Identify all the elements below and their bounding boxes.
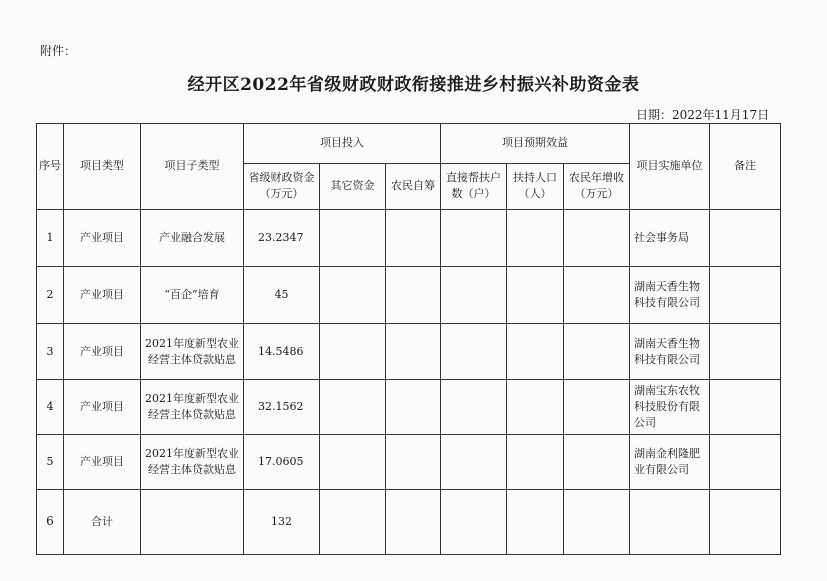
row-index: 2 bbox=[37, 266, 64, 323]
row-index: 4 bbox=[37, 380, 64, 435]
header-remarks: 备注 bbox=[710, 124, 781, 210]
row-index: 5 bbox=[37, 435, 64, 490]
funds-table bbox=[36, 123, 781, 555]
header-index: 序号 bbox=[37, 124, 64, 210]
row-subtype: 2021年度新型农业经营主体贷款贴息 bbox=[141, 380, 244, 435]
row-index: 3 bbox=[37, 324, 64, 380]
header-farmer-self-raised: 农民自筹 bbox=[386, 163, 441, 209]
row-unit: 湖南天香生物科技有限公司 bbox=[630, 266, 710, 323]
row-type: 产业项目 bbox=[64, 435, 141, 490]
table-row bbox=[37, 209, 781, 266]
row-subtype: “百企”培育 bbox=[141, 266, 244, 323]
table-row bbox=[37, 435, 781, 490]
total-amount: 132 bbox=[244, 490, 320, 555]
row-index: 1 bbox=[37, 209, 64, 266]
table-row bbox=[37, 324, 781, 380]
row-subtype: 产业融合发展 bbox=[141, 209, 244, 266]
row-subtype: 2021年度新型农业经营主体贷款贴息 bbox=[141, 324, 244, 380]
header-unit: 项目实施单位 bbox=[630, 124, 710, 210]
header-investment: 项目投入 bbox=[244, 124, 441, 164]
header-direct-households: 直接帮扶户数（户） bbox=[441, 163, 507, 209]
row-type: 产业项目 bbox=[64, 209, 141, 266]
row-unit: 湖南宝东农牧科技股份有限公司 bbox=[630, 380, 710, 435]
header-other-funds: 其它资金 bbox=[320, 163, 386, 209]
header-income-increase: 农民年增收（万元） bbox=[564, 163, 630, 209]
row-unit: 湖南天香生物科技有限公司 bbox=[630, 324, 710, 380]
row-type: 产业项目 bbox=[64, 266, 141, 323]
header-benefit: 项目预期效益 bbox=[441, 124, 630, 164]
header-supported-population: 扶持人口（人） bbox=[507, 163, 564, 209]
header-subtype: 项目子类型 bbox=[141, 124, 244, 210]
total-row bbox=[37, 490, 781, 555]
attachment-label: 附件： bbox=[40, 44, 77, 58]
row-amount: 14.5486 bbox=[244, 324, 320, 380]
table-row bbox=[37, 380, 781, 435]
row-unit: 湖南金利隆肥业有限公司 bbox=[630, 435, 710, 490]
row-type: 产业项目 bbox=[64, 324, 141, 380]
header-type: 项目类型 bbox=[64, 124, 141, 210]
row-amount: 17.0605 bbox=[244, 435, 320, 490]
row-amount: 23.2347 bbox=[244, 209, 320, 266]
row-subtype: 2021年度新型农业经营主体贷款贴息 bbox=[141, 435, 244, 490]
document-title: 经开区2022年省级财政财政衔接推进乡村振兴补助资金表 bbox=[187, 75, 640, 95]
row-amount: 32.1562 bbox=[244, 380, 320, 435]
row-unit: 社会事务局 bbox=[630, 209, 710, 266]
document-date: 日期：2022年11月17日 bbox=[636, 108, 770, 122]
table-row bbox=[37, 266, 781, 323]
total-index: 6 bbox=[37, 490, 64, 555]
total-label: 合计 bbox=[64, 490, 141, 555]
header-provincial-funds: 省级财政资金（万元） bbox=[244, 163, 320, 209]
row-type: 产业项目 bbox=[64, 380, 141, 435]
row-amount: 45 bbox=[244, 266, 320, 323]
header-row-1 bbox=[37, 124, 781, 164]
